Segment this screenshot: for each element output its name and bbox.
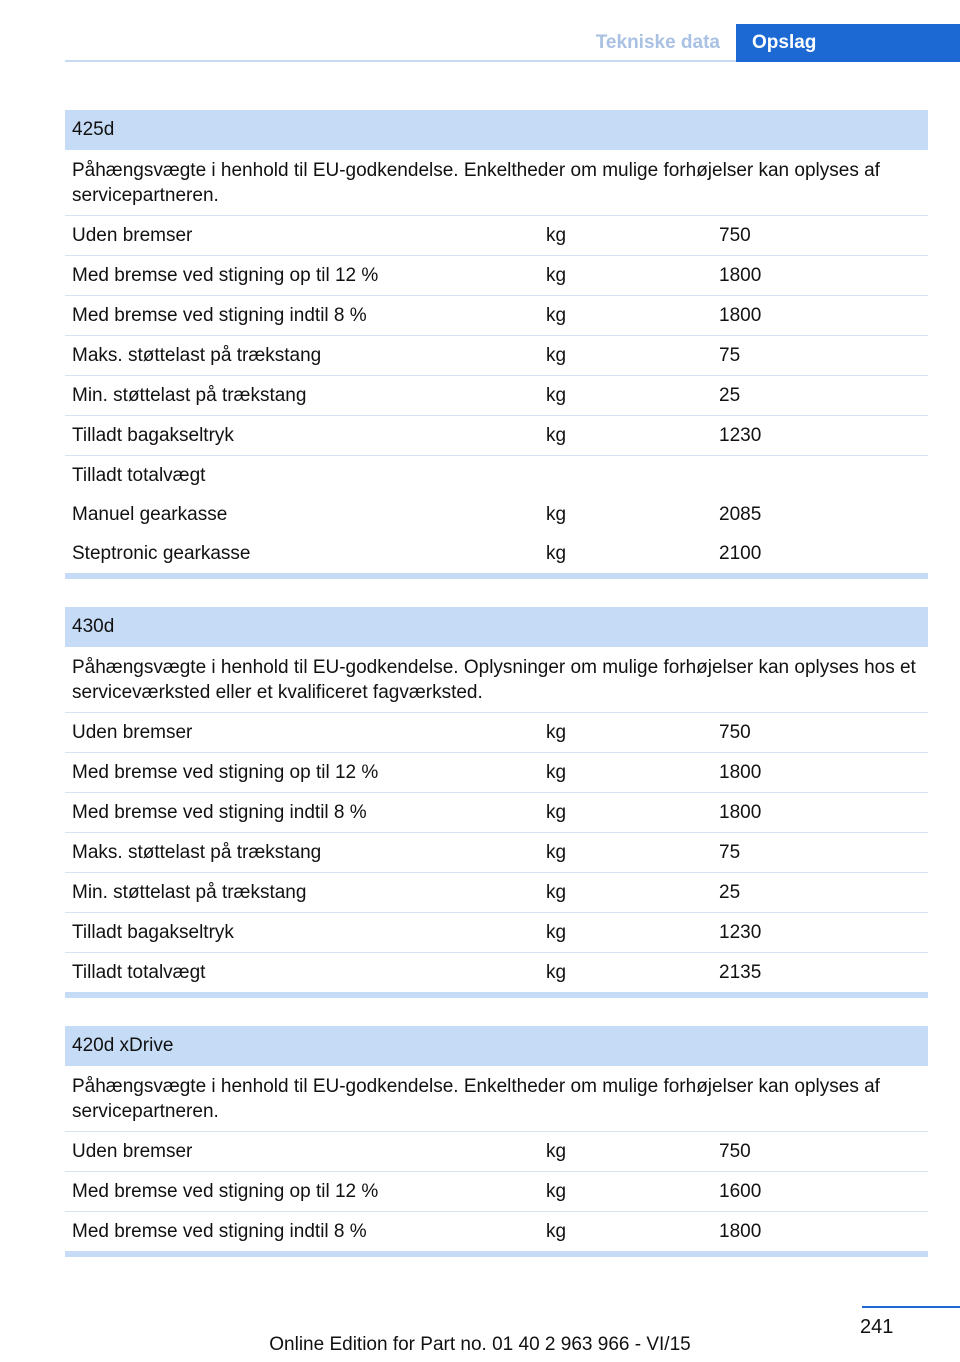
section-title: 425d (65, 110, 928, 150)
section-420d-xdrive (65, 1026, 928, 1257)
table-row (65, 953, 928, 992)
row-value: 75 (719, 345, 741, 366)
row-label: Steptronic gearkasse (72, 543, 251, 564)
table-row (65, 456, 928, 495)
row-value: 1800 (719, 265, 762, 286)
table-row (65, 216, 928, 256)
tab-opslag[interactable]: Opslag (736, 24, 960, 62)
row-label: Min. støttelast på trækstang (72, 385, 307, 406)
row-value: 1230 (719, 922, 762, 943)
section-end-bar (65, 992, 928, 998)
row-value: 750 (719, 722, 751, 743)
row-value: 2100 (719, 543, 762, 564)
row-unit: kg (546, 842, 567, 863)
row-unit: kg (546, 762, 567, 783)
row-value: 25 (719, 385, 741, 406)
row-value: 1800 (719, 305, 762, 326)
table-row (65, 336, 928, 376)
row-unit: kg (546, 225, 567, 246)
row-label: Maks. støttelast på trækstang (72, 345, 322, 366)
table-row (65, 296, 928, 336)
row-unit: kg (546, 802, 567, 823)
row-label: Med bremse ved stigning op til 12 % (72, 1181, 379, 1202)
row-unit: kg (546, 722, 567, 743)
row-unit: kg (546, 504, 567, 525)
section-description: Påhængsvægte i henhold til EU-godkendelse. Enkeltheder om mulige forhøjelser kan oplyses af servicepartneren. (65, 1066, 928, 1132)
table-row (65, 416, 928, 456)
row-value: 2085 (719, 504, 762, 525)
row-value: 1600 (719, 1181, 762, 1202)
row-label: Med bremse ved stigning op til 12 % (72, 762, 379, 783)
section-425d (65, 110, 928, 579)
row-value: 1800 (719, 1221, 762, 1242)
section-description: Påhængsvægte i henhold til EU-godkendelse. Oplysninger om mulige forhøjelser kan oplyses hos et serviceværksted eller et kvalificeret fagværksted. (65, 647, 928, 713)
row-unit: kg (546, 1181, 567, 1202)
row-unit: kg (546, 1221, 567, 1242)
section-end-bar (65, 1251, 928, 1257)
row-unit: kg (546, 543, 567, 564)
footer-edition-text: Online Edition for Part no. 01 40 2 963 966 - VI/15 (269, 1334, 691, 1355)
table-row (65, 256, 928, 296)
section-description: Påhængsvægte i henhold til EU-godkendelse. Enkeltheder om mulige forhøjelser kan oplyses af servicepartneren. (65, 150, 928, 216)
table-row (65, 713, 928, 753)
row-value: 1230 (719, 425, 762, 446)
row-label: Uden bremser (72, 1141, 193, 1162)
section-title: 420d xDrive (65, 1026, 928, 1066)
row-value: 75 (719, 842, 741, 863)
row-value: 750 (719, 225, 751, 246)
row-label: Maks. støttelast på trækstang (72, 842, 322, 863)
row-label: Tilladt bagakseltryk (72, 425, 234, 446)
table-row (65, 376, 928, 416)
row-label: Uden bremser (72, 225, 193, 246)
row-unit: kg (546, 345, 567, 366)
table-row (65, 833, 928, 873)
row-unit: kg (546, 882, 567, 903)
table-row (65, 534, 928, 573)
table-row (65, 1172, 928, 1212)
row-value: 1800 (719, 762, 762, 783)
row-unit: kg (546, 1141, 567, 1162)
table-row (65, 753, 928, 793)
table-row (65, 1132, 928, 1172)
row-value: 1800 (719, 802, 762, 823)
row-label: Tilladt bagakseltryk (72, 922, 234, 943)
row-unit: kg (546, 962, 567, 983)
row-label: Med bremse ved stigning op til 12 % (72, 265, 379, 286)
footer-accent-line (862, 1306, 960, 1308)
row-label: Med bremse ved stigning indtil 8 % (72, 802, 367, 823)
row-label: Med bremse ved stigning indtil 8 % (72, 1221, 367, 1242)
row-label: Manuel gearkasse (72, 504, 228, 525)
row-unit: kg (546, 265, 567, 286)
tab-tekniske-data[interactable]: Tekniske data (595, 32, 720, 53)
row-unit: kg (546, 385, 567, 406)
row-unit: kg (546, 425, 567, 446)
table-row (65, 495, 928, 534)
row-label: Min. støttelast på trækstang (72, 882, 307, 903)
row-value: 25 (719, 882, 741, 903)
table-row (65, 793, 928, 833)
table-row (65, 873, 928, 913)
row-label: Tilladt totalvægt (72, 465, 206, 486)
section-title: 430d (65, 607, 928, 647)
row-label: Tilladt totalvægt (72, 962, 206, 983)
row-label: Med bremse ved stigning indtil 8 % (72, 305, 367, 326)
row-value: 750 (719, 1141, 751, 1162)
row-value: 2135 (719, 962, 762, 983)
row-unit: kg (546, 922, 567, 943)
row-label: Uden bremser (72, 722, 193, 743)
section-end-bar (65, 573, 928, 579)
table-row (65, 1212, 928, 1251)
section-430d (65, 607, 928, 998)
page-number: 241 (860, 1316, 894, 1338)
row-unit: kg (546, 305, 567, 326)
table-row (65, 913, 928, 953)
